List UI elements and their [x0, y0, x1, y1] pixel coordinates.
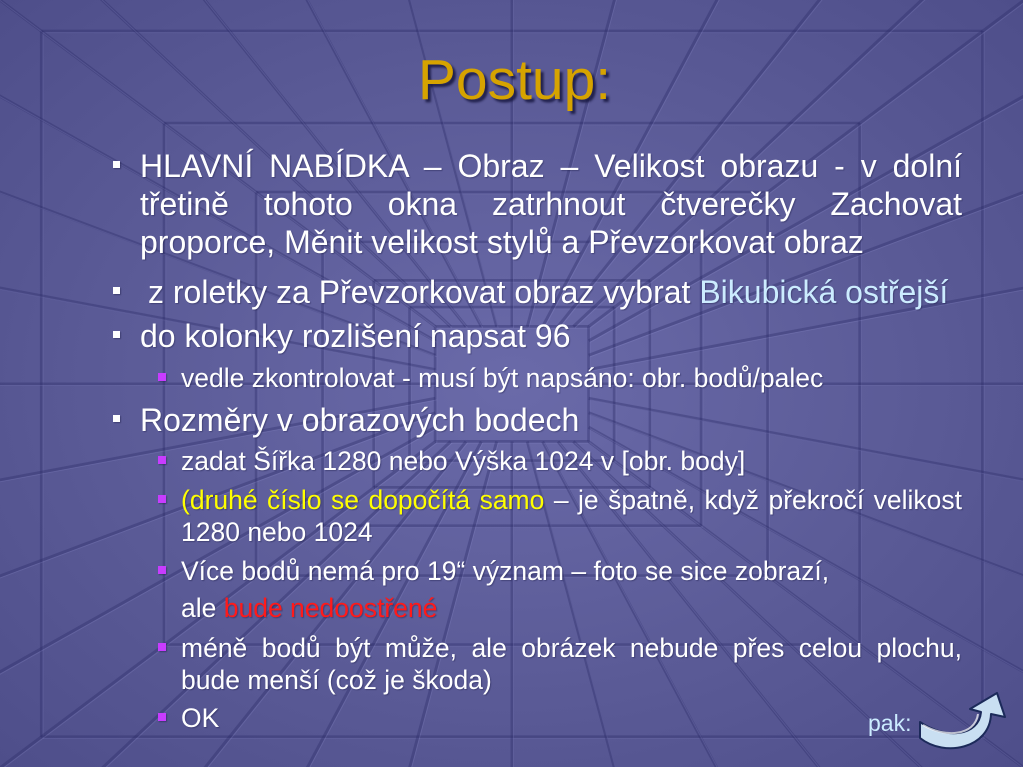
subbullet-zadat — [181, 445, 962, 477]
text-line: zadat Šířka 1280 nebo Výška 1024 v [obr. body] — [181, 446, 746, 476]
text-line: 1280 nebo 1024 — [181, 517, 373, 547]
bullet-roletka — [140, 273, 962, 311]
text-line — [140, 273, 962, 311]
bullet-kolonka — [140, 317, 962, 355]
bullet-hlavni-nabidka — [140, 147, 962, 261]
subbullet-square-icon — [158, 566, 166, 574]
bullet-square-icon — [113, 161, 120, 168]
return-arrow-icon[interactable] — [915, 688, 1010, 760]
text-line: Více bodů nemá pro 19“ význam – foto se sice zobrazí, — [181, 556, 830, 586]
bullet-square-icon — [113, 331, 120, 338]
subbullet-mene-bodu — [181, 632, 962, 696]
text-line: HLAVNÍ NABÍDKA – Obraz – Velikost obrazu - v dolní — [140, 148, 962, 184]
text-line: méně bodů být může, ale obrázek nebude přes celou plochu, — [181, 633, 962, 663]
text-line: vedle zkontrolovat - musí být napsáno: obr. bodů/palec — [181, 363, 824, 393]
slide-title: Postup: — [417, 48, 612, 112]
bullet-rozmery — [140, 401, 962, 439]
text-line — [181, 592, 962, 624]
text-line: Rozměry v obrazových bodech — [140, 402, 580, 438]
vice-bodu-continuation — [181, 592, 962, 624]
subbullet-square-icon — [158, 713, 166, 721]
bullet-square-icon — [113, 415, 120, 422]
roletka-text: z roletky za Převzorkovat obraz vybrat — [148, 274, 700, 310]
druhe-cislo-text: – je špatně, když překročí velikost — [544, 485, 963, 515]
subbullet-vice-bodu — [181, 555, 962, 587]
druhe-cislo-highlight: (druhé číslo se dopočítá samo — [181, 485, 545, 515]
text-line: OK — [181, 703, 220, 733]
subbullet-square-icon — [158, 495, 166, 503]
bullet-square-icon — [113, 287, 120, 294]
text-line: třetině tohoto okna zatrhnout čtverečky Zachovat — [140, 186, 962, 222]
roletka-highlight: Bikubická ostřejší — [699, 274, 949, 310]
subbullet-square-icon — [158, 643, 166, 651]
text-line: proporce, Měnit velikost stylů a Převzorkovat obraz — [140, 224, 864, 260]
text-line: do kolonky rozlišení napsat 96 — [140, 318, 571, 354]
continuation-prefix: ale — [181, 593, 224, 623]
subbullet-kontrola — [181, 362, 962, 394]
subbullet-square-icon — [158, 456, 166, 464]
subbullet-druhe-cislo — [181, 484, 962, 548]
subbullet-ok — [181, 702, 962, 734]
text-line — [181, 484, 962, 516]
subbullet-square-icon — [158, 373, 166, 381]
next-label: pak: — [868, 710, 912, 736]
text-line: bude menší (což je škoda) — [181, 665, 492, 695]
continuation-highlight: bude nedoostřené — [223, 593, 438, 623]
